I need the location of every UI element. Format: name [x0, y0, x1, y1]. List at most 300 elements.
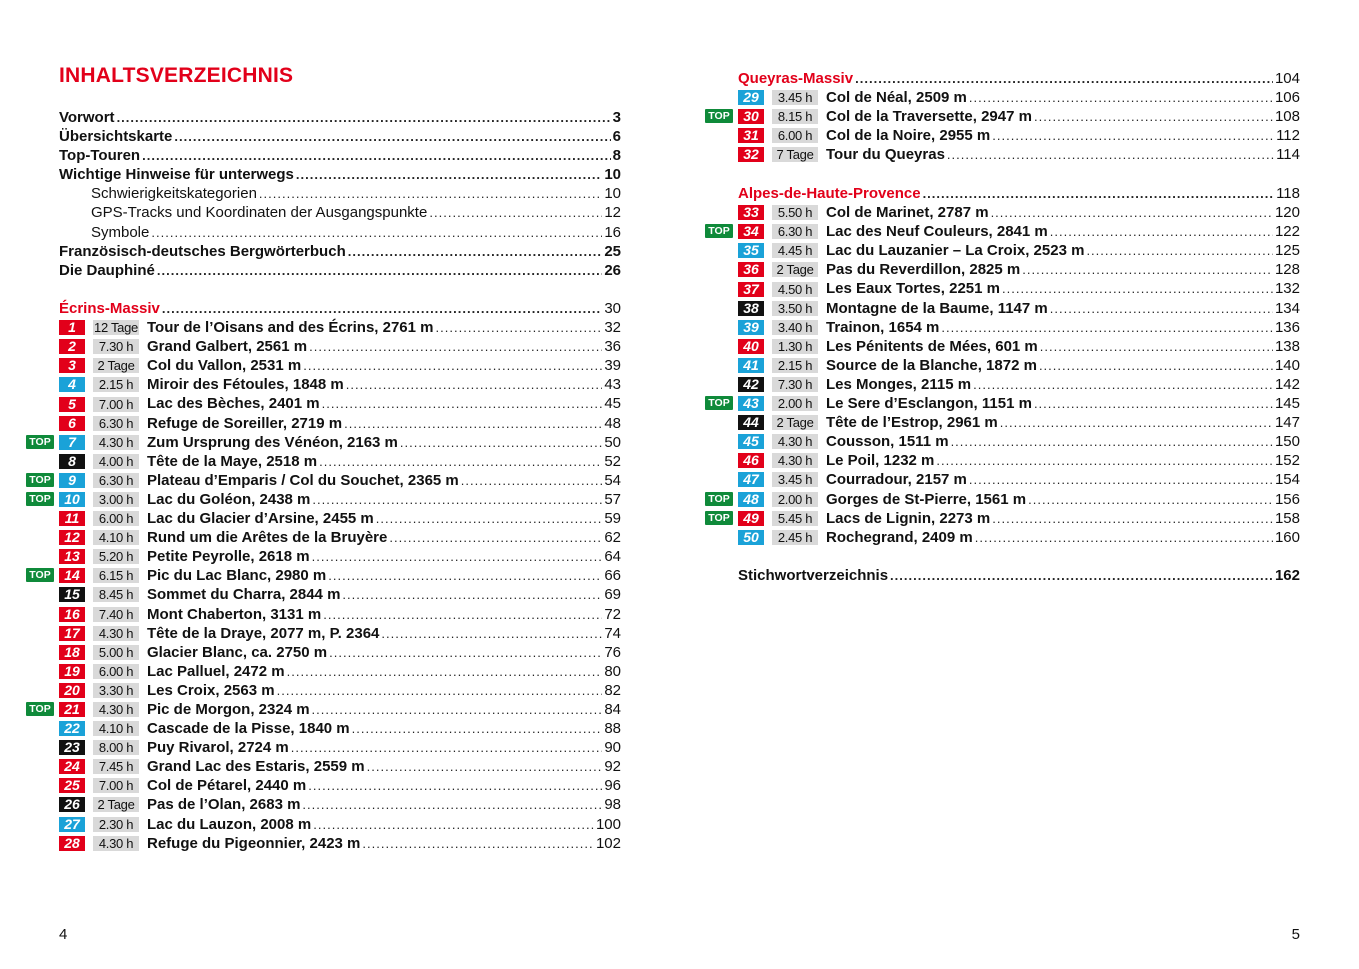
tour-name: Sommet du Charra, 2844 m	[147, 586, 341, 604]
top-tour-badge: TOP	[26, 492, 54, 506]
tour-name: Grand Galbert, 2561 m	[147, 338, 308, 356]
tour-name: Pas du Reverdillon, 2825 m	[826, 261, 1021, 279]
page-ref: 134	[1274, 299, 1300, 317]
tour-name: Pic du Lac Blanc, 2980 m	[147, 567, 327, 585]
leader-dots	[855, 69, 1273, 88]
leader-dots	[322, 394, 603, 413]
tour-number-badge: 48	[738, 492, 764, 507]
duration-label: 5.50 h	[772, 205, 818, 220]
page-ref: 152	[1274, 452, 1300, 470]
tour-entry[interactable]	[738, 203, 1300, 222]
tour-entry[interactable]	[738, 528, 1300, 547]
toc-entry[interactable]	[59, 184, 621, 203]
page-ref: 120	[1274, 204, 1300, 222]
page-ref: 102	[595, 834, 621, 852]
duration-label: 4.50 h	[772, 282, 818, 297]
duration-label: 4.10 h	[93, 530, 139, 545]
leader-dots	[992, 509, 1273, 528]
tour-number-badge: 6	[59, 416, 85, 431]
duration-label: 7 Tage	[772, 147, 818, 162]
tour-name: Puy Rivarol, 2724 m	[147, 739, 289, 757]
tour-number-badge: 24	[59, 759, 85, 774]
tour-name: Cousson, 1511 m	[826, 433, 949, 451]
tour-number-badge: 46	[738, 453, 764, 468]
tour-entry[interactable]	[59, 375, 621, 394]
tour-name: Col de la Traversette, 2947 m	[826, 108, 1032, 126]
leader-dots	[969, 88, 1273, 107]
page-ref: 82	[604, 681, 621, 699]
duration-label: 3.30 h	[93, 683, 139, 698]
duration-label: 4.30 h	[772, 434, 818, 449]
tour-entry[interactable]	[59, 719, 621, 738]
leader-dots	[936, 451, 1273, 470]
tour-name: Tête de l’Estrop, 2961 m	[826, 414, 998, 432]
tour-entry[interactable]	[59, 681, 621, 700]
page-ref: 154	[1274, 471, 1300, 489]
page-ref: 57	[604, 490, 621, 508]
leader-dots	[313, 815, 594, 834]
tour-entry[interactable]	[738, 432, 1300, 451]
tour-number-badge: 29	[738, 90, 764, 105]
tour-number-badge: 43	[738, 396, 764, 411]
leader-dots	[287, 662, 603, 681]
leader-dots	[319, 452, 602, 471]
tour-name: Lac des Neuf Couleurs, 2841 m	[826, 223, 1048, 241]
leader-dots	[1086, 241, 1273, 260]
tour-name: Col de Pétarel, 2440 m	[147, 777, 307, 795]
page-ref: 96	[604, 777, 621, 795]
duration-label: 3.50 h	[772, 301, 818, 316]
tour-entry[interactable]	[738, 241, 1300, 260]
page-ref: 118	[1276, 185, 1300, 202]
tour-entry[interactable]	[59, 356, 621, 375]
toc-entry[interactable]	[59, 223, 621, 242]
section-heading-ecrins[interactable]	[59, 299, 621, 318]
tour-number-badge: 5	[59, 397, 85, 412]
entry-label: Queyras-Massiv	[738, 70, 854, 87]
leader-dots	[296, 165, 602, 184]
entry-label: Top-Touren	[59, 147, 141, 165]
tour-number-badge: 35	[738, 243, 764, 258]
toc-title: INHALTSVERZEICHNIS	[59, 64, 294, 87]
tour-number-badge: 49	[738, 511, 764, 526]
leader-dots	[352, 719, 603, 738]
leader-dots	[1028, 490, 1273, 509]
tour-entry[interactable]	[59, 318, 621, 337]
duration-label: 2 Tage	[93, 358, 139, 373]
tour-name: Zum Ursprung des Vénéon, 2163 m	[147, 433, 398, 451]
tour-entry[interactable]	[738, 470, 1300, 489]
duration-label: 3.40 h	[772, 320, 818, 335]
tour-number-badge: 37	[738, 282, 764, 297]
tour-entry[interactable]	[59, 795, 621, 814]
tour-number-badge: 2	[59, 339, 85, 354]
toc-entry[interactable]	[59, 242, 621, 261]
page-ref: 66	[604, 567, 621, 585]
duration-label: 6.15 h	[93, 568, 139, 583]
tour-entry[interactable]	[708, 394, 1300, 413]
tour-name: Lac du Lauzon, 2008 m	[147, 815, 312, 833]
entry-label: Symbole	[91, 223, 150, 241]
tour-entry[interactable]	[738, 279, 1300, 298]
tour-entry[interactable]	[59, 394, 621, 413]
duration-label: 2.15 h	[772, 358, 818, 373]
tour-number-badge: 42	[738, 377, 764, 392]
tour-number-badge: 32	[738, 147, 764, 162]
duration-label: 5.45 h	[772, 511, 818, 526]
ecrins-section	[29, 299, 621, 853]
leader-dots	[890, 566, 1273, 585]
duration-label: 6.30 h	[93, 473, 139, 488]
toc-entry[interactable]	[59, 165, 621, 184]
tour-number-badge: 19	[59, 664, 85, 679]
page-ref: 69	[604, 586, 621, 604]
top-tour-badge: TOP	[705, 511, 733, 525]
tour-entry[interactable]	[29, 490, 621, 509]
top-tour-badge: TOP	[705, 396, 733, 410]
top-tour-badge: TOP	[705, 492, 733, 506]
tour-name: Trainon, 1654 m	[826, 318, 940, 336]
section-heading-alpes[interactable]	[738, 184, 1300, 203]
top-tour-badge: TOP	[26, 568, 54, 582]
entry-label: Die Dauphiné	[59, 261, 155, 279]
page-ref: 158	[1274, 509, 1300, 527]
tour-number-badge: 1	[59, 320, 85, 335]
tour-name: Col de la Noire, 2955 m	[826, 127, 991, 145]
tour-entry[interactable]	[738, 413, 1300, 432]
tour-entry[interactable]	[29, 700, 621, 719]
queyras-section	[708, 69, 1300, 164]
page-ref: 62	[604, 529, 621, 547]
leader-dots	[1040, 337, 1273, 356]
tour-name: Grand Lac des Estaris, 2559 m	[147, 758, 365, 776]
tour-number-badge: 17	[59, 626, 85, 641]
leader-dots	[1000, 413, 1273, 432]
index-entry[interactable]	[738, 566, 1300, 585]
leader-dots	[344, 414, 602, 433]
leader-dots	[291, 738, 603, 757]
tour-entry[interactable]	[738, 318, 1300, 337]
duration-label: 6.30 h	[93, 416, 139, 431]
tour-entry[interactable]	[59, 452, 621, 471]
page-ref: 92	[604, 758, 621, 776]
alpes-section	[708, 184, 1300, 547]
tour-name: Rochegrand, 2409 m	[826, 528, 973, 546]
leader-dots	[308, 776, 602, 795]
tour-number-badge: 36	[738, 262, 764, 277]
tour-entry[interactable]	[59, 776, 621, 795]
leader-dots	[367, 757, 603, 776]
top-tour-badge: TOP	[26, 702, 54, 716]
leader-dots	[259, 184, 602, 203]
tour-name: Pas de l’Olan, 2683 m	[147, 796, 301, 814]
tour-number-badge: 3	[59, 358, 85, 373]
page-number-right: 5	[1291, 926, 1300, 943]
tour-name: Montagne de la Baume, 1147 m	[826, 299, 1048, 317]
leader-dots	[429, 203, 602, 222]
tour-entry[interactable]	[738, 375, 1300, 394]
tour-entry[interactable]	[59, 815, 621, 834]
duration-label: 4.45 h	[772, 243, 818, 258]
page-ref: 43	[604, 376, 621, 394]
tour-name: Courradour, 2157 m	[826, 471, 967, 489]
page-ref: 76	[604, 643, 621, 661]
tour-entry[interactable]	[59, 605, 621, 624]
tour-name: Miroir des Fétoules, 1848 m	[147, 376, 344, 394]
page-ref: 26	[604, 261, 621, 279]
duration-label: 7.30 h	[93, 339, 139, 354]
duration-label: 12 Tage	[94, 320, 138, 336]
leader-dots	[329, 643, 602, 662]
tour-entry[interactable]	[708, 107, 1300, 126]
page-ref: 39	[604, 357, 621, 375]
page-ref: 36	[604, 338, 621, 356]
duration-label: 8.45 h	[93, 587, 139, 602]
toc-entry[interactable]	[59, 127, 621, 146]
page-ref: 48	[604, 414, 621, 432]
tour-number-badge: 33	[738, 205, 764, 220]
tour-number-badge: 44	[738, 415, 764, 430]
page-ref: 54	[604, 471, 621, 489]
page-ref: 32	[604, 319, 621, 337]
top-tour-badge: TOP	[705, 224, 733, 238]
leader-dots	[461, 471, 603, 490]
tour-number-badge: 47	[738, 472, 764, 487]
tour-name: Refuge de Soreiller, 2719 m	[147, 414, 343, 432]
tour-entry[interactable]	[738, 88, 1300, 107]
page-ref: 125	[1274, 242, 1300, 260]
page-ref: 104	[1274, 70, 1300, 87]
page-ref: 10	[604, 185, 621, 203]
tour-entry[interactable]	[738, 260, 1300, 279]
page-ref: 138	[1274, 337, 1300, 355]
tour-entry[interactable]	[59, 834, 621, 853]
leader-dots	[162, 299, 602, 318]
leader-dots	[312, 700, 603, 719]
tour-number-badge: 10	[59, 492, 85, 507]
tour-entry[interactable]	[708, 509, 1300, 528]
tour-entry[interactable]	[738, 337, 1300, 356]
tour-number-badge: 40	[738, 339, 764, 354]
section-heading-queyras[interactable]	[738, 69, 1300, 88]
tour-number-badge: 31	[738, 128, 764, 143]
duration-label: 4.10 h	[93, 721, 139, 736]
leader-dots	[1034, 107, 1273, 126]
tour-number-badge: 27	[59, 817, 85, 832]
page-ref: 136	[1274, 318, 1300, 336]
page-ref: 45	[604, 395, 621, 413]
page-ref: 6	[612, 128, 621, 146]
page-ref: 52	[604, 452, 621, 470]
tour-number-badge: 20	[59, 683, 85, 698]
tour-number-badge: 22	[59, 721, 85, 736]
page-ref: 156	[1274, 490, 1300, 508]
leader-dots	[436, 318, 603, 337]
tour-entry[interactable]	[59, 738, 621, 757]
tour-name: Refuge du Pigeonnier, 2423 m	[147, 834, 361, 852]
tour-number-badge: 18	[59, 645, 85, 660]
tour-name: Source de la Blanche, 1872 m	[826, 356, 1037, 374]
tour-number-badge: 30	[738, 109, 764, 124]
tour-number-badge: 12	[59, 530, 85, 545]
tour-name: Lac du Lauzanier – La Croix, 2523 m	[826, 242, 1085, 260]
leader-dots	[1002, 279, 1273, 298]
page-ref: 112	[1276, 127, 1300, 145]
entry-label: Wichtige Hinweise für unterwegs	[59, 166, 294, 184]
tour-name: Les Croix, 2563 m	[147, 681, 275, 699]
leader-dots	[1050, 299, 1273, 318]
top-tour-badge: TOP	[705, 109, 733, 123]
tour-name: Tête de la Maye, 2518 m	[147, 452, 318, 470]
leader-dots	[302, 795, 602, 814]
tour-entry[interactable]	[59, 757, 621, 776]
leader-dots	[348, 242, 603, 261]
tour-entry[interactable]	[738, 299, 1300, 318]
page-ref: 128	[1274, 261, 1300, 279]
leader-dots	[973, 375, 1273, 394]
tour-number-badge: 45	[738, 434, 764, 449]
tour-name: Lac Palluel, 2472 m	[147, 662, 285, 680]
tour-entry[interactable]	[59, 337, 621, 356]
tour-entry[interactable]	[29, 433, 621, 452]
tour-entry[interactable]	[738, 126, 1300, 145]
duration-label: 5.00 h	[93, 645, 139, 660]
duration-label: 2.30 h	[93, 817, 139, 832]
duration-label: 8.15 h	[772, 109, 818, 124]
tour-entry[interactable]	[708, 222, 1300, 241]
tour-number-badge: 26	[59, 797, 85, 812]
tour-name: Le Poil, 1232 m	[826, 452, 935, 470]
duration-label: 2.45 h	[772, 530, 818, 545]
index-entry-block	[738, 566, 1300, 585]
duration-label: 2.15 h	[93, 377, 139, 392]
tour-number-badge: 28	[59, 836, 85, 851]
tour-name: Rund um die Arêtes de la Bruyère	[147, 529, 388, 547]
duration-label: 7.30 h	[772, 377, 818, 392]
tour-name: Les Monges, 2115 m	[826, 375, 972, 393]
page-ref: 64	[604, 548, 621, 566]
duration-label: 5.20 h	[93, 549, 139, 564]
tour-entry[interactable]	[59, 414, 621, 433]
tour-name: Col de Marinet, 2787 m	[826, 204, 989, 222]
leader-dots	[323, 605, 602, 624]
tour-entry[interactable]	[59, 509, 621, 528]
tour-number-badge: 13	[59, 549, 85, 564]
leader-dots	[312, 490, 602, 509]
tour-name: Lac du Glacier d’Arsine, 2455 m	[147, 510, 374, 528]
page-ref: 88	[604, 720, 621, 738]
tour-number-badge: 11	[59, 511, 85, 526]
tour-entry[interactable]	[738, 145, 1300, 164]
page-ref: 16	[604, 223, 621, 241]
page-ref: 140	[1274, 356, 1300, 374]
page-ref: 3	[612, 109, 621, 126]
duration-label: 2 Tage	[93, 797, 139, 812]
duration-label: 6.30 h	[772, 224, 818, 239]
page-ref: 142	[1274, 375, 1300, 393]
leader-dots	[923, 184, 1275, 203]
toc-entry[interactable]	[59, 146, 621, 165]
toc-entry[interactable]	[59, 108, 621, 127]
tour-number-badge: 14	[59, 568, 85, 583]
page-ref: 72	[604, 605, 621, 623]
tour-entry[interactable]	[59, 624, 621, 643]
page-ref: 106	[1274, 89, 1300, 107]
toc-entry[interactable]	[59, 203, 621, 222]
leader-dots	[991, 203, 1273, 222]
page-ref: 160	[1274, 528, 1300, 546]
tour-number-badge: 8	[59, 454, 85, 469]
tour-number-badge: 15	[59, 587, 85, 602]
tour-name: Pic de Morgon, 2324 m	[147, 700, 310, 718]
duration-label: 7.45 h	[93, 759, 139, 774]
tour-number-badge: 39	[738, 320, 764, 335]
entry-label: Schwierigkeitskategorien	[91, 185, 257, 203]
leader-dots	[389, 528, 602, 547]
entry-label: Übersichtskarte	[59, 128, 173, 146]
entry-label: GPS-Tracks und Koordinaten der Ausgangspunkte	[91, 204, 428, 222]
leader-dots	[328, 566, 602, 585]
tour-name: Le Sere d’Esclangon, 1151 m	[826, 395, 1032, 413]
leader-dots	[947, 145, 1274, 164]
duration-label: 1.30 h	[772, 339, 818, 354]
page-ref: 25	[604, 242, 621, 260]
tour-entry[interactable]	[738, 356, 1300, 375]
leader-dots	[992, 126, 1274, 145]
tour-entry[interactable]	[738, 451, 1300, 470]
tour-entry[interactable]	[59, 585, 621, 604]
leader-dots	[376, 509, 603, 528]
tour-entry[interactable]	[59, 662, 621, 681]
leader-dots	[346, 375, 603, 394]
tour-name: Glacier Blanc, ca. 2750 m	[147, 643, 328, 661]
tour-number-badge: 34	[738, 224, 764, 239]
tour-entry[interactable]	[29, 566, 621, 585]
leader-dots	[1039, 356, 1273, 375]
leader-dots	[117, 108, 611, 127]
page-ref: 84	[604, 700, 621, 718]
page-number-left: 4	[59, 926, 68, 943]
tour-name: Tour de l’Oisans and des Écrins, 2761 m	[147, 319, 434, 337]
page-ref: 90	[604, 739, 621, 757]
tour-entry[interactable]	[59, 528, 621, 547]
duration-label: 6.00 h	[93, 511, 139, 526]
duration-label: 2.00 h	[772, 396, 818, 411]
toc-entry[interactable]	[59, 261, 621, 280]
page-ref: 80	[604, 662, 621, 680]
page-ref: 30	[604, 300, 621, 317]
tour-entry[interactable]	[708, 490, 1300, 509]
duration-label: 3.00 h	[93, 492, 139, 507]
leader-dots	[381, 624, 602, 643]
tour-number-badge: 23	[59, 740, 85, 755]
page-ref: 150	[1274, 433, 1300, 451]
tour-name: Les Pénitents de Mées, 601 m	[826, 337, 1038, 355]
tour-entry[interactable]	[59, 643, 621, 662]
leader-dots	[400, 433, 602, 452]
tour-entry[interactable]	[29, 471, 621, 490]
leader-dots	[309, 337, 602, 356]
tour-name: Lac des Bèches, 2401 m	[147, 395, 320, 413]
leader-dots	[157, 261, 602, 280]
entry-label: Französisch-deutsches Bergwörterbuch	[59, 242, 346, 260]
tour-entry[interactable]	[59, 547, 621, 566]
top-tour-badge: TOP	[26, 435, 54, 449]
entry-label: Stichwortverzeichnis	[738, 567, 889, 584]
leader-dots	[142, 146, 611, 165]
tour-name: Plateau d’Emparis / Col du Souchet, 2365 m	[147, 471, 459, 489]
duration-label: 4.30 h	[93, 836, 139, 851]
